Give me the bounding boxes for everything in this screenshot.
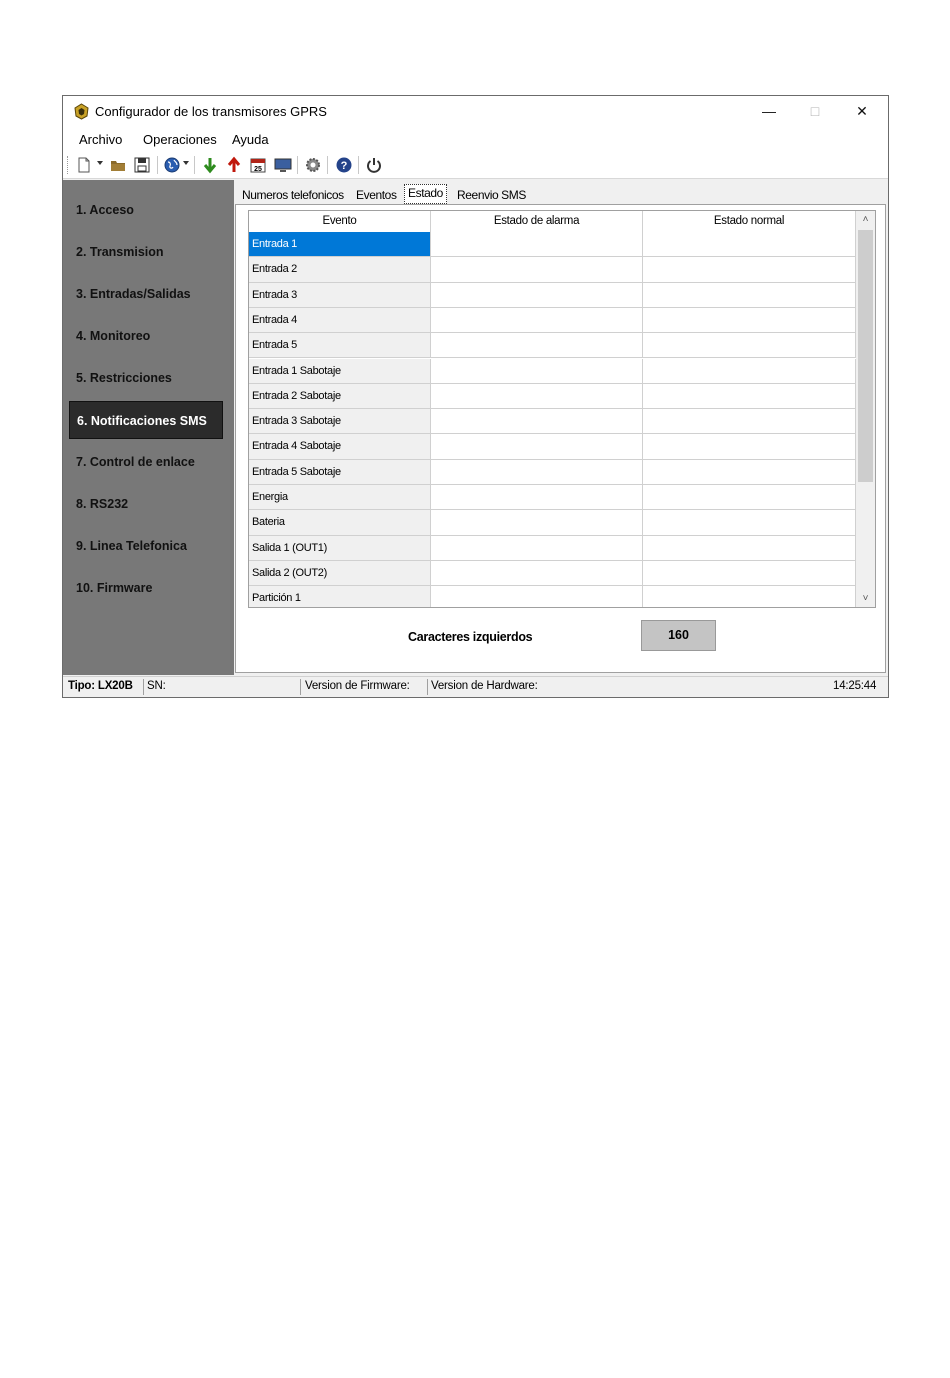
table-row[interactable] [249, 510, 856, 535]
cell-estado-normal[interactable] [643, 510, 856, 535]
table-row[interactable] [249, 434, 856, 459]
cell-estado-alarma[interactable] [431, 586, 643, 608]
remaining-chars-label: Caracteres izquierdos [408, 630, 533, 644]
grid-header [249, 211, 856, 233]
status-sn: SN: [147, 680, 166, 692]
cell-estado-alarma[interactable] [431, 232, 643, 257]
tab-estado[interactable]: Estado [404, 184, 447, 204]
cell-estado-alarma[interactable] [431, 485, 643, 510]
globe-dropdown-icon[interactable] [183, 161, 189, 165]
cell-estado-normal[interactable] [643, 409, 856, 434]
vertical-scrollbar[interactable] [856, 211, 875, 607]
toolbar-separator [194, 156, 195, 174]
column-header-estado-normal[interactable]: Estado normal [643, 211, 856, 232]
cell-estado-alarma[interactable] [431, 308, 643, 333]
menu-archivo[interactable]: Archivo [79, 132, 123, 147]
window-title: Configurador de los transmisores GPRS [95, 104, 327, 119]
table-row[interactable] [249, 485, 856, 510]
sidebar-item-restricciones[interactable]: 5. Restricciones [76, 371, 172, 385]
cell-estado-normal[interactable] [643, 333, 856, 358]
scroll-thumb[interactable] [858, 230, 873, 482]
sidebar [63, 180, 234, 675]
table-row[interactable] [249, 536, 856, 561]
status-bar [63, 676, 888, 697]
close-button[interactable]: ✕ [856, 103, 868, 119]
cell-estado-normal[interactable] [643, 485, 856, 510]
cell-estado-alarma[interactable] [431, 434, 643, 459]
cell-estado-alarma[interactable] [431, 409, 643, 434]
status-time: 14:25:44 [833, 680, 877, 692]
cell-evento[interactable]: Entrada 5 Sabotaje [249, 460, 431, 485]
cell-estado-alarma[interactable] [431, 359, 643, 384]
cell-estado-alarma[interactable] [431, 460, 643, 485]
table-row[interactable] [249, 561, 856, 586]
cell-estado-normal[interactable] [643, 232, 856, 257]
calendar-icon[interactable] [249, 156, 267, 174]
sidebar-item-control-de-enlace[interactable]: 7. Control de enlace [76, 455, 195, 469]
toolbar-separator [327, 156, 328, 174]
sidebar-item-monitoreo[interactable]: 4. Monitoreo [76, 329, 151, 343]
upload-icon[interactable] [225, 156, 243, 174]
help-icon[interactable] [335, 156, 353, 174]
svg-text:25: 25 [254, 166, 262, 173]
status-separator [427, 679, 428, 695]
tab-reenvio-sms[interactable]: Reenvio SMS [457, 188, 526, 202]
globe-icon[interactable] [163, 156, 181, 174]
tab-panel-estado [235, 204, 886, 673]
cell-evento[interactable]: Entrada 3 [249, 283, 431, 308]
cell-estado-normal[interactable] [643, 536, 856, 561]
cell-evento[interactable]: Partición 1 [249, 586, 431, 608]
table-row[interactable] [249, 257, 856, 282]
menu-operaciones[interactable]: Operaciones [143, 132, 217, 147]
cell-estado-alarma[interactable] [431, 333, 643, 358]
app-logo-icon [73, 103, 90, 120]
cell-evento[interactable]: Entrada 4 [249, 308, 431, 333]
table-row[interactable] [249, 384, 856, 409]
cell-evento[interactable]: Entrada 2 Sabotaje [249, 384, 431, 409]
sidebar-item-notificaciones-sms[interactable]: 6. Notificaciones SMS [69, 401, 223, 439]
cell-evento[interactable]: Entrada 5 [249, 333, 431, 358]
title-bar[interactable] [63, 96, 888, 127]
toolbar-grip [67, 156, 70, 174]
cell-evento[interactable]: Energia [249, 485, 431, 510]
sidebar-item-linea-telefonica[interactable]: 9. Linea Telefonica [76, 539, 187, 553]
cell-estado-alarma[interactable] [431, 510, 643, 535]
cell-estado-alarma[interactable] [431, 384, 643, 409]
table-row[interactable] [249, 283, 856, 308]
cell-evento[interactable]: Salida 2 (OUT2) [249, 561, 431, 586]
cell-evento[interactable]: Entrada 2 [249, 257, 431, 282]
app-window [62, 95, 889, 698]
tab-numeros-telefonicos[interactable]: Numeros telefonicos [242, 188, 344, 202]
download-icon[interactable] [201, 156, 219, 174]
cell-estado-normal[interactable] [643, 561, 856, 586]
cell-estado-normal[interactable] [643, 283, 856, 308]
cell-evento[interactable]: Entrada 3 Sabotaje [249, 409, 431, 434]
monitor-icon[interactable] [274, 156, 292, 174]
cell-estado-normal[interactable] [643, 434, 856, 459]
sidebar-item-entradas-salidas[interactable]: 3. Entradas/Salidas [76, 287, 191, 301]
status-separator [143, 679, 144, 695]
svg-text:?: ? [340, 160, 348, 172]
table-row[interactable] [249, 308, 856, 333]
new-file-dropdown-icon[interactable] [97, 161, 103, 165]
toolbar-separator [297, 156, 298, 174]
sidebar-item-transmision[interactable]: 2. Transmision [76, 245, 164, 259]
cell-estado-normal[interactable] [643, 586, 856, 608]
sidebar-item-rs232[interactable]: 8. RS232 [76, 497, 129, 511]
cell-estado-alarma[interactable] [431, 257, 643, 282]
cell-evento[interactable]: Entrada 1 [249, 232, 431, 257]
open-folder-icon[interactable] [109, 156, 127, 174]
table-row[interactable] [249, 586, 856, 608]
minimize-button[interactable]: — [762, 103, 776, 119]
maximize-button[interactable]: □ [810, 103, 820, 119]
status-tipo: Tipo: LX20B [68, 680, 133, 692]
toolbar-separator [157, 156, 158, 174]
status-firmware-version: Version de Firmware: [305, 680, 410, 692]
cell-estado-alarma[interactable] [431, 536, 643, 561]
table-row[interactable] [249, 409, 856, 434]
sidebar-item-firmware[interactable]: 10. Firmware [76, 581, 153, 595]
table-row[interactable] [249, 460, 856, 485]
cell-estado-alarma[interactable] [431, 283, 643, 308]
cell-estado-normal[interactable] [643, 308, 856, 333]
cell-estado-normal[interactable] [643, 257, 856, 282]
gear-icon[interactable] [304, 156, 322, 174]
status-hardware-version: Version de Hardware: [431, 680, 538, 692]
save-icon[interactable] [133, 156, 151, 174]
cell-estado-normal[interactable] [643, 460, 856, 485]
content-area [235, 180, 886, 673]
table-row[interactable] [249, 232, 856, 257]
cell-evento[interactable]: Bateria [249, 510, 431, 535]
toolbar [63, 151, 888, 179]
column-header-evento[interactable]: Evento [249, 211, 431, 232]
scroll-up-icon[interactable]: ˄ [862, 214, 869, 225]
cell-estado-alarma[interactable] [431, 561, 643, 586]
table-row[interactable] [249, 359, 856, 384]
toolbar-separator [358, 156, 359, 174]
cell-evento[interactable]: Entrada 4 Sabotaje [249, 434, 431, 459]
cell-estado-normal[interactable] [643, 359, 856, 384]
sidebar-item-acceso[interactable]: 1. Acceso [76, 203, 134, 217]
column-header-estado-alarma[interactable]: Estado de alarma [431, 211, 643, 232]
menu-ayuda[interactable]: Ayuda [232, 132, 269, 147]
status-separator [300, 679, 301, 695]
cell-evento[interactable]: Entrada 1 Sabotaje [249, 359, 431, 384]
new-file-icon[interactable] [75, 156, 93, 174]
tab-eventos[interactable]: Eventos [356, 188, 397, 202]
cell-estado-normal[interactable] [643, 384, 856, 409]
estado-grid[interactable] [248, 210, 876, 608]
power-icon[interactable] [365, 156, 383, 174]
remaining-chars-value: 160 [641, 620, 716, 651]
cell-evento[interactable]: Salida 1 (OUT1) [249, 536, 431, 561]
menu-bar [63, 127, 888, 151]
scroll-down-icon[interactable]: ˅ [862, 593, 869, 604]
table-row[interactable] [249, 333, 856, 358]
